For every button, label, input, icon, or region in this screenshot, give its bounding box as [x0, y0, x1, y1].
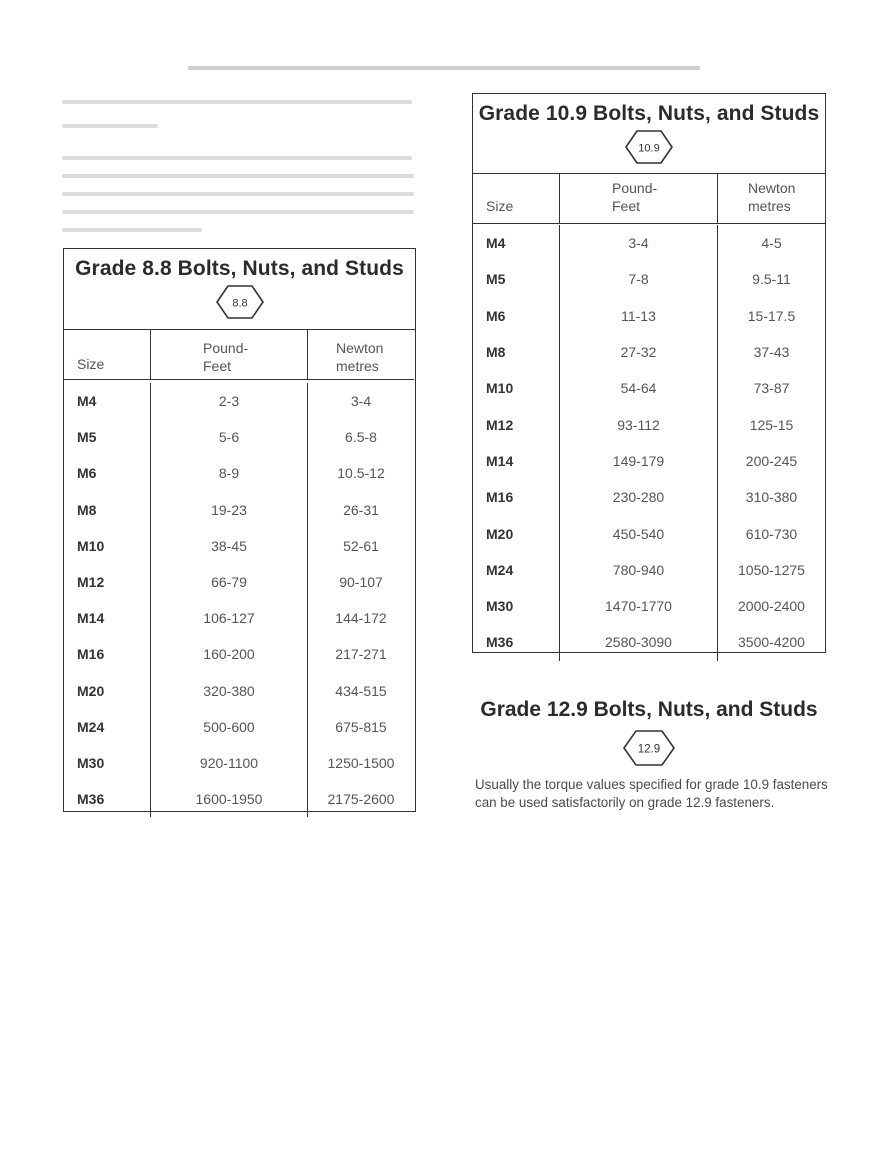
- cell-pf: 230-280: [559, 479, 717, 515]
- grade-10-9-badge: 10.9: [638, 142, 660, 155]
- cell-pf: 920-1100: [150, 745, 307, 781]
- cell-nm: 1050-1275: [717, 552, 825, 588]
- cell-pf: 149-179: [559, 443, 717, 479]
- grade-10-9-grid: [473, 174, 825, 224]
- cell-size: M12: [77, 574, 105, 591]
- cell-pf: 54-64: [559, 370, 717, 406]
- grade-10-9-rows: [473, 224, 825, 661]
- cell-size: M8: [77, 501, 97, 518]
- cell-size: M20: [77, 682, 105, 699]
- cell-size: M8: [486, 344, 506, 361]
- cell-size: M6: [486, 307, 506, 324]
- cell-pf: 160-200: [150, 636, 307, 672]
- cell-size: M36: [77, 791, 105, 808]
- grade-8-8-header: [64, 249, 415, 330]
- grade-8-8-rows: [64, 380, 415, 817]
- grade-12-9-title: Grade 12.9 Bolts, Nuts, and Studs: [480, 698, 818, 721]
- cell-nm: 52-61: [307, 528, 414, 564]
- cell-size: M36: [486, 634, 514, 651]
- cell-nm: 3-4: [307, 383, 414, 419]
- grade-10-9-table: [472, 93, 826, 653]
- faded-heading-line: [188, 66, 700, 70]
- cell-nm: 675-815: [307, 709, 414, 745]
- cell-pf: 8-9: [150, 455, 307, 491]
- cell-pf: 66-79: [150, 564, 307, 600]
- cell-size: M5: [77, 429, 97, 446]
- cell-nm: 144-172: [307, 600, 414, 636]
- cell-nm: 6.5-8: [307, 419, 414, 455]
- cell-pf: 320-380: [150, 673, 307, 709]
- faded-text-line: [62, 100, 412, 104]
- cell-size: M6: [77, 465, 97, 482]
- grade-12-9-badge: 12.9: [637, 743, 661, 756]
- cell-pf: 2-3: [150, 383, 307, 419]
- cell-pf: 7-8: [559, 261, 717, 297]
- cell-size: M30: [486, 598, 514, 615]
- cell-nm: 434-515: [307, 673, 414, 709]
- cell-size: M20: [486, 525, 514, 542]
- cell-pf: 500-600: [150, 709, 307, 745]
- cell-size: M5: [486, 271, 506, 288]
- cell-nm: 73-87: [717, 370, 825, 406]
- cell-nm: 1250-1500: [307, 745, 414, 781]
- faded-text-line: [62, 210, 414, 214]
- faded-text-line: [62, 156, 412, 160]
- cell-size: M24: [77, 718, 105, 735]
- cell-nm: 2000-2400: [717, 588, 825, 624]
- cell-pf: 780-940: [559, 552, 717, 588]
- cell-nm: 217-271: [307, 636, 414, 672]
- grade-8-8-grid: [64, 330, 415, 380]
- cell-nm: 10.5-12: [307, 455, 414, 491]
- cell-size: M4: [486, 235, 506, 252]
- cell-pf: 11-13: [559, 298, 717, 334]
- cell-nm: 200-245: [717, 443, 825, 479]
- faded-text-line: [62, 228, 202, 232]
- grade-10-9-header: [473, 94, 825, 174]
- faded-text-line: [62, 192, 414, 196]
- cell-size: M14: [77, 610, 105, 627]
- hex-badge-icon: [622, 730, 676, 771]
- cell-pf: 106-127: [150, 600, 307, 636]
- cell-nm: 26-31: [307, 492, 414, 528]
- cell-size: M12: [486, 416, 514, 433]
- cell-size: M24: [486, 561, 514, 578]
- cell-pf: 3-4: [559, 225, 717, 261]
- cell-nm: 310-380: [717, 479, 825, 515]
- cell-nm: 37-43: [717, 334, 825, 370]
- pound-feet-col-header: Pound- Feet: [150, 330, 307, 380]
- size-col-header: Size: [64, 330, 150, 380]
- grade-10-9-title: Grade 10.9 Bolts, Nuts, and Studs: [478, 102, 820, 125]
- cell-nm: 90-107: [307, 564, 414, 600]
- hex-badge-icon: [64, 285, 415, 319]
- cell-size: M10: [486, 380, 514, 397]
- cell-pf: 1600-1950: [150, 781, 307, 817]
- cell-size: M16: [486, 489, 514, 506]
- cell-nm: 9.5-11: [717, 261, 825, 297]
- cell-pf: 450-540: [559, 515, 717, 551]
- cell-pf: 27-32: [559, 334, 717, 370]
- cell-size: M10: [77, 537, 105, 554]
- pound-feet-col-header: Pound- Feet: [559, 174, 717, 224]
- cell-nm: 4-5: [717, 225, 825, 261]
- hex-badge-icon: [473, 130, 825, 164]
- faded-text-line: [62, 174, 414, 178]
- cell-pf: 38-45: [150, 528, 307, 564]
- cell-nm: 125-15: [717, 406, 825, 442]
- cell-size: M16: [77, 646, 105, 663]
- cell-size: M30: [77, 754, 105, 771]
- cell-nm: 2175-2600: [307, 781, 414, 817]
- newton-metres-col-header: Newton metres: [717, 174, 825, 224]
- cell-pf: 19-23: [150, 492, 307, 528]
- cell-size: M4: [77, 393, 97, 410]
- cell-nm: 3500-4200: [717, 624, 825, 660]
- cell-nm: 15-17.5: [717, 298, 825, 334]
- size-col-header: Size: [473, 174, 559, 224]
- grade-8-8-title: Grade 8.8 Bolts, Nuts, and Studs: [75, 257, 404, 280]
- grade-12-9-note: Usually the torque values specified for grade 10.9 fasteners can be used satisfactorily on grade 12.9 fasteners.: [475, 777, 828, 810]
- cell-pf: 1470-1770: [559, 588, 717, 624]
- grade-8-8-badge: 8.8: [231, 297, 248, 310]
- grade-8-8-table: [63, 248, 416, 812]
- cell-pf: 2580-3090: [559, 624, 717, 660]
- newton-metres-col-header: Newton metres: [307, 330, 414, 380]
- faded-text-line: [62, 124, 158, 128]
- cell-size: M14: [486, 452, 514, 469]
- cell-pf: 5-6: [150, 419, 307, 455]
- cell-nm: 610-730: [717, 515, 825, 551]
- cell-pf: 93-112: [559, 406, 717, 442]
